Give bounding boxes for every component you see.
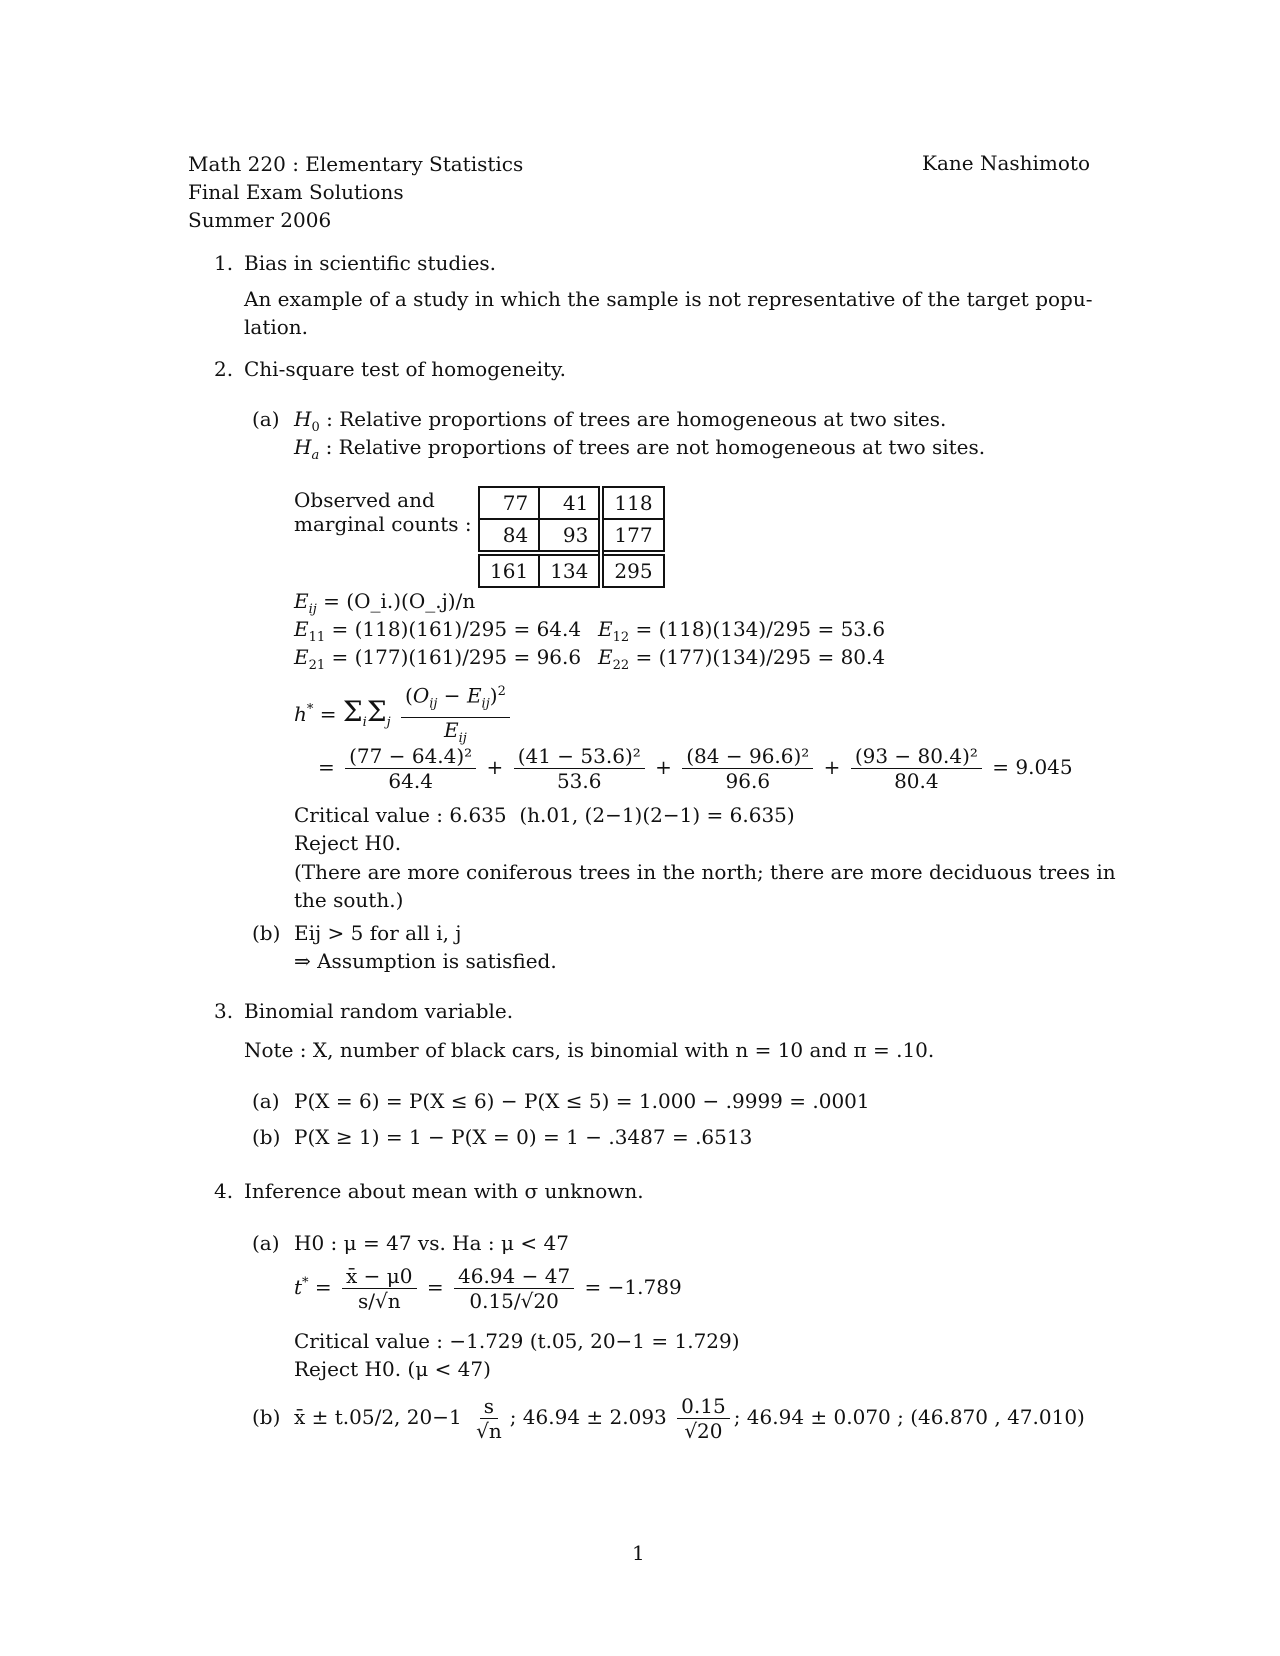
part-label: (b) [252,1405,281,1429]
header-left [188,150,523,234]
term: Summer 2006 [188,208,332,232]
q4-part-a-hypotheses: (a) H0 : μ = 47 vs. Ha : μ < 47 [252,1231,569,1255]
question-title: Binomial random variable. [244,999,514,1023]
page-number: 1 [632,1541,645,1565]
table-label: Observed and marginal counts : [294,488,472,536]
q3-part-b: (b) P(X ≥ 1) = 1 − P(X = 0) = 1 − .3487 = .6513 [252,1125,753,1149]
table-cell: 41 [539,487,601,519]
term-fraction: $\frac{\text{(41 − 53.6)²}}{53.6}$ [514,744,645,793]
interval-fraction: $\frac{s}{√n}$ [476,1394,502,1443]
term-fraction: $\frac{\text{(93 − 80.4)²}}{80.4}$ [851,744,982,793]
answer-line: An example of a study in which the sample is not representative of the target popu- [244,287,1093,311]
question-number: 2. [214,357,234,381]
eij-formula: $E_{ij}$ = (O_i.)(O_.j)/n [294,589,476,617]
table-cell: 84 [479,519,539,553]
h-star-formula: $h^* = \Sigma_i\Sigma_j$ $\frac{(O_{ij} - E_{ij})^2}{E_{ij}}$ [294,680,514,751]
q2-reject: Reject H0. [294,831,402,855]
table-row [479,487,664,519]
q3-note: Note : X, number of black cars, is binomial with n = 10 and π = .10. [244,1038,935,1062]
h-star-result: = 9.045 [992,755,1073,779]
chi-square-fraction: $\frac{(O_{ij} - E_{ij})^2}{E_{ij}}$ [401,680,510,751]
q2-comment: (There are more coniferous trees in the north; there are more deciduous trees in the south.) [294,860,1116,912]
counts-table-wrap [478,486,665,588]
t-fraction-symbolic: $\frac{x̄ - \mu 0}{s/√n}$ [342,1264,416,1313]
alt-hypothesis-line: $H_a$ : Relative proportions of trees are not homogeneous at two sites. [294,435,986,463]
question-4-heading [214,1178,644,1204]
question-number: 4. [214,1179,234,1203]
e12-line: $E_{12} = (118)(134)/295 = 53.6$ [598,617,886,645]
e22-line: $E_{22} = (177)(134)/295 = 80.4$ [598,645,886,673]
table-cell: 295 [601,553,663,587]
q2-part-a-hypotheses: (a) $H_0$ : Relative proportions of trees are homogeneous at two sites. [252,407,947,435]
part-label: (b) [252,1125,281,1149]
q4-part-b: (b) x̄ ± t.05/2, 20−1 $\frac{s}{√n}$ ; 46.94 ± 2.093 $\frac{0.15}{√20}$ ; 46.94 ± 0.070 ; (46.870 , 47.010) [252,1394,1085,1443]
table-cell: 161 [479,553,539,587]
interval-fraction: $\frac{0.15}{√20}$ [677,1394,730,1443]
confidence-interval: ; 46.94 ± 0.070 ; (46.870 , 47.010) [733,1405,1085,1429]
alt-hypothesis: Relative proportions of trees are not homogeneous at two sites. [338,435,986,459]
t-result: = −1.789 [584,1275,682,1299]
part-label: (a) [252,1231,280,1255]
question-1-answer [244,285,1094,341]
part-label: (a) [252,1089,280,1113]
e11-line: $E_{11} = (118)(161)/295 = 64.4$ [294,617,582,645]
question-title: Inference about mean with σ unknown. [244,1179,644,1203]
t-statistic: t* = $\frac{x̄ - \mu 0}{s/√n}$ = $\frac{46.94 - 47}{0.15/√20}$ = −1.789 [294,1264,682,1313]
counts-table [478,486,665,588]
question-number: 3. [214,999,234,1023]
q4-reject: Reject H0. (μ < 47) [294,1357,491,1381]
term-fraction: $\frac{\text{(77 − 64.4)²}}{64.4}$ [345,744,476,793]
term-fraction: $\frac{\text{(84 − 96.6)²}}{96.6}$ [682,744,813,793]
q3-part-a: (a) P(X = 6) = P(X ≤ 6) − P(X ≤ 5) = 1.000 − .9999 = .0001 [252,1089,870,1113]
author-name: Kane Nashimoto [922,151,1090,175]
answer-line: lation. [244,315,309,339]
table-row [479,519,664,553]
question-2-heading [214,356,566,382]
q2-part-b: (b) Eij > 5 for all i, j [252,921,462,945]
part-label: (a) [252,407,280,431]
question-1-heading [214,250,496,276]
e21-line: $E_{21} = (177)(161)/295 = 96.6$ [294,645,582,673]
part-label: (b) [252,921,281,945]
table-cell: 93 [539,519,601,553]
q4-critical-value: Critical value : −1.729 (t.05, 20−1 = 1.729) [294,1329,740,1353]
table-cell: 134 [539,553,601,587]
q2-critical-value: Critical value : 6.635 (h.01, (2−1)(2−1) = 6.635) [294,803,795,827]
document-title: Final Exam Solutions [188,180,404,204]
course-title: Math 220 : Elementary Statistics [188,152,524,176]
h-star-expansion: = $\frac{\text{(77 − 64.4)²}}{64.4}$ + $\frac{\text{(41 − 53.6)²}}{53.6}$ + $\frac{\text{(84 − 96.6)²}}{96.6}$ + $\frac{\text{(93 − 80.4)²}}{80.4}$ = 9.045 [318,744,1073,793]
t-fraction-numeric: $\frac{46.94 - 47}{0.15/√20}$ [454,1264,574,1313]
table-row [479,553,664,587]
table-cell: 177 [601,519,663,553]
question-number: 1. [214,251,234,275]
question-title: Bias in scientific studies. [244,251,497,275]
null-hypothesis: Relative proportions of trees are homogeneous at two sites. [339,407,947,431]
q2-assumption: ⇒ Assumption is satisfied. [294,949,557,973]
question-3-heading [214,998,513,1024]
question-title: Chi-square test of homogeneity. [244,357,567,381]
table-cell: 77 [479,487,539,519]
table-cell: 118 [601,487,663,519]
